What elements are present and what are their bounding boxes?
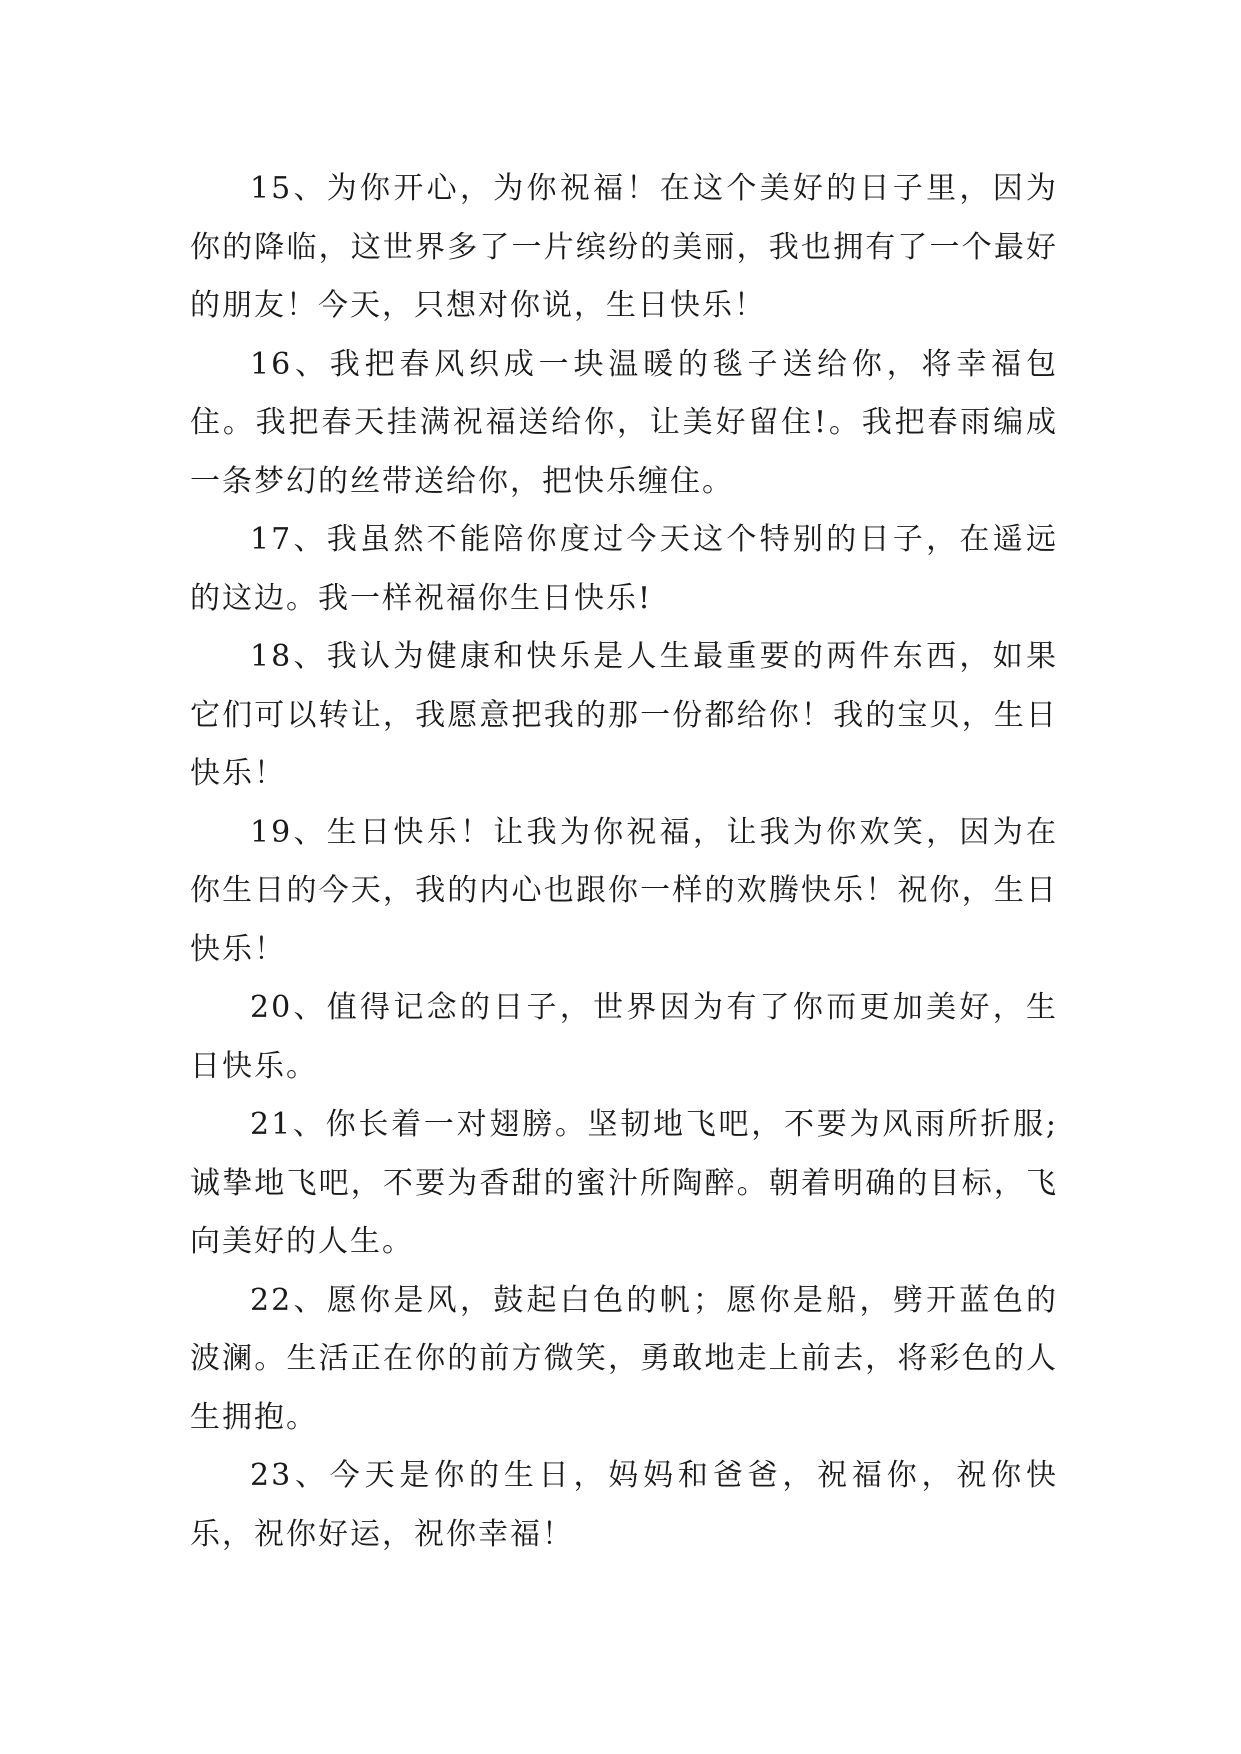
paragraph-17: 17、我虽然不能陪你度过今天这个特别的日子，在遥远的这边。我一样祝福你生日快乐! [190, 522, 1058, 616]
paragraph-20: 20、值得记念的日子，世界因为有了你而更加美好，生日快乐。 [190, 990, 1058, 1084]
paragraph-23: 23、今天是你的生日，妈妈和爸爸，祝福你，祝你快乐，祝你好运，祝你幸福！ [190, 1458, 1058, 1552]
paragraph-19: 19、生日快乐！让我为你祝福，让我为你欢笑，因为在你生日的今天，我的内心也跟你一样的欢腾快乐！祝你，生日快乐！ [190, 814, 1058, 967]
paragraph-18: 18、我认为健康和快乐是人生最重要的两件东西，如果它们可以转让，我愿意把我的那一份都给你！我的宝贝，生日快乐！ [190, 639, 1058, 791]
paragraph-16: 16、我把春风织成一块温暖的毯子送给你，将幸福包住。我把春天挂满祝福送给你，让美好留住!。我把春雨编成一条梦幻的丝带送给你，把快乐缠住。 [190, 346, 1058, 499]
paragraph-15: 15、为你开心，为你祝福！在这个美好的日子里，因为你的降临，这世界多了一片缤纷的美丽，我也拥有了一个最好的朋友！今天，只想对你说，生日快乐！ [190, 171, 1058, 323]
paragraph-21: 21、你长着一对翅膀。坚韧地飞吧，不要为风雨所折服;诚挚地飞吧，不要为香甜的蜜汁所陶醉。朝着明确的目标，飞向美好的人生。 [190, 1107, 1058, 1259]
paragraph-22: 22、愿你是风，鼓起白色的帆；愿你是船，劈开蓝色的波澜。生活正在你的前方微笑，勇敢地走上前去，将彩色的人生拥抱。 [190, 1282, 1058, 1435]
document-body [190, 160, 1058, 1564]
